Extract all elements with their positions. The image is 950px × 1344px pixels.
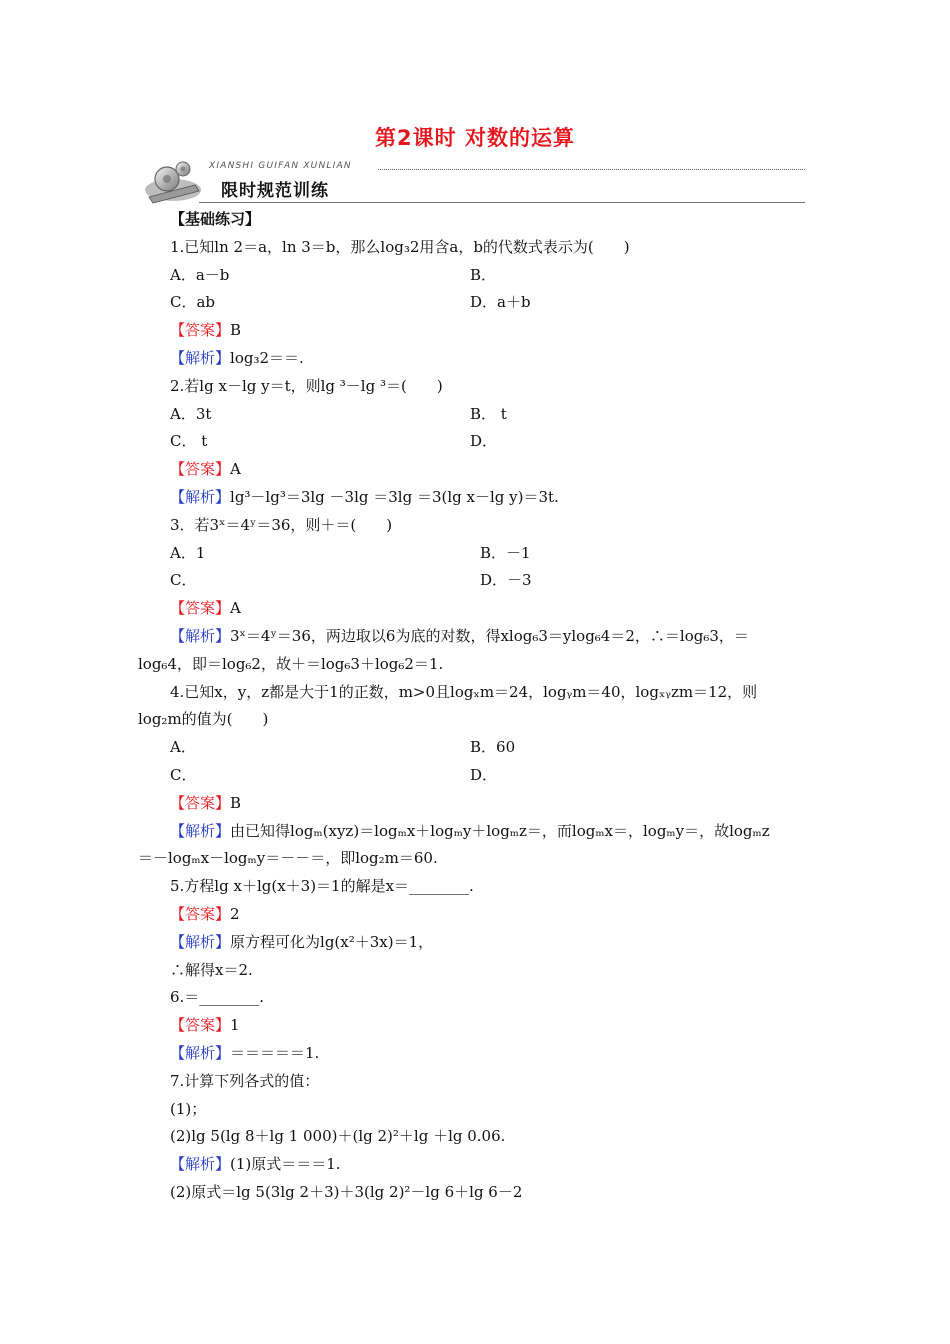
answer-value: 2 [230, 904, 240, 923]
question-4: 4.已知x，y，z都是大于1的正数，m>0且logₓm＝24，logᵧm＝40，logₓᵧzm＝12，则 [170, 682, 758, 701]
explain-continuation: ＝－logₘx－logₘy＝－－＝，即log₂m＝60. [138, 849, 438, 868]
options-row [138, 540, 818, 568]
gear-logo-icon [143, 157, 205, 205]
explain-row [138, 1151, 818, 1179]
options-row [138, 289, 818, 317]
option-c: C． [170, 571, 197, 590]
section-heading: 【基础练习】 [170, 210, 261, 228]
question-3: 3．若3ˣ＝4ʸ＝36，则＋＝( ) [170, 515, 393, 534]
question-5: 5.方程lg x＋lg(x＋3)＝1的解是x＝________. [170, 877, 474, 896]
answer-tag: 【答案】 [170, 599, 231, 618]
explain-text: 3ˣ＝4ʸ＝36，两边取以6为底的对数，得xlog₆3＝ylog₆4＝2，∴＝log₆3，＝ [230, 626, 749, 645]
explain-tag: 【解析】 [170, 932, 231, 951]
banner-pinyin: XIANSHI GUIFAN XUNLIAN [209, 161, 352, 171]
options-row [138, 262, 818, 290]
answer-tag: 【答案】 [170, 460, 231, 479]
options-row [138, 762, 818, 790]
question-4-continuation: log₂m的值为( ) [138, 710, 269, 729]
answer-tag: 【答案】 [170, 793, 231, 812]
option-d: D．－3 [480, 571, 532, 590]
explain-text: (1)原式＝＝＝1. [230, 1155, 341, 1174]
explain-tag: 【解析】 [170, 1155, 231, 1174]
option-b: B． t [470, 404, 507, 423]
answer-row [138, 595, 818, 623]
answer-value: B [230, 793, 242, 812]
explain-row [138, 818, 818, 846]
answer-row [138, 317, 818, 345]
options-row [138, 401, 818, 429]
answer-tag: 【答案】 [170, 321, 231, 340]
answer-value: 1 [230, 1016, 240, 1035]
option-b: B．－1 [480, 543, 531, 562]
explain-tag: 【解析】 [170, 821, 231, 840]
options-row [138, 567, 818, 595]
explain-row [138, 929, 818, 957]
answer-value: B [230, 321, 242, 340]
explain-continuation: (2)原式＝lg 5(3lg 2＋3)＋3(lg 2)²－lg 6＋lg 6－2 [170, 1182, 523, 1201]
option-b: B．60 [470, 738, 516, 757]
options-row [138, 428, 818, 456]
option-a: A．a－b [170, 265, 230, 284]
banner-rule [199, 202, 805, 203]
question-7-part-1: (1)； [170, 1099, 207, 1118]
explain-tag: 【解析】 [170, 626, 231, 645]
answer-value: A [230, 599, 241, 618]
answer-tag: 【答案】 [170, 904, 231, 923]
explain-text: log₃2＝＝. [230, 348, 304, 367]
section-banner [143, 157, 805, 205]
question-7-part-2: (2)lg 5(lg 8＋lg 1 000)＋(lg 2)²＋lg ＋lg 0.06. [170, 1127, 506, 1146]
question-7: 7.计算下列各式的值： [170, 1071, 320, 1090]
explain-text: lg³－lg³＝3lg －3lg ＝3lg ＝3(lg x－lg y)＝3t. [230, 487, 559, 506]
explain-continuation: log₆4，即＝log₆2，故＋＝log₆3＋log₆2＝1. [138, 654, 444, 673]
question-1: 1.已知ln 2＝a，ln 3＝b，那么log₃2用含a，b的代数式表示为( ) [170, 237, 630, 256]
option-b: B． [470, 265, 497, 284]
answer-row [138, 901, 818, 929]
explain-tag: 【解析】 [170, 1043, 231, 1062]
question-2: 2.若lg x－lg y＝t，则lg ³－lg ³＝( ) [170, 376, 443, 395]
option-d: D． [470, 432, 498, 451]
explain-tag: 【解析】 [170, 487, 231, 506]
explain-row [138, 623, 818, 651]
exercise-content [138, 206, 818, 1207]
option-d: D． [470, 765, 498, 784]
answer-row [138, 790, 818, 818]
explain-text: 原方程可化为lg(x²＋3x)＝1， [230, 932, 434, 951]
explain-row [138, 1040, 818, 1068]
option-a: A． [170, 738, 196, 757]
answer-row [138, 1012, 818, 1040]
option-c: C． t [170, 432, 208, 451]
option-c: C． [170, 765, 197, 784]
explain-tag: 【解析】 [170, 348, 231, 367]
explain-text: ＝＝＝＝＝1. [230, 1043, 320, 1062]
explain-continuation: ∴解得x＝2. [170, 960, 253, 979]
explain-row [138, 484, 818, 512]
explain-text: 由已知得logₘ(xyz)＝logₘx＋logₘy＋logₘz＝，而logₘx＝，logₘy＝，故logₘz [230, 821, 770, 840]
banner-dotted-line [378, 169, 805, 170]
page-title: 第2课时 对数的运算 [375, 126, 575, 150]
banner-label: 限时规范训练 [221, 181, 329, 201]
options-row [138, 734, 818, 762]
answer-row [138, 456, 818, 484]
option-c: C．ab [170, 293, 216, 312]
explain-row [138, 345, 818, 373]
answer-value: A [230, 460, 241, 479]
option-d: D．a＋b [470, 293, 531, 312]
answer-tag: 【答案】 [170, 1016, 231, 1035]
option-a: A．3t [170, 404, 212, 423]
option-a: A．1 [170, 543, 206, 562]
question-6: 6.＝________. [170, 988, 265, 1007]
